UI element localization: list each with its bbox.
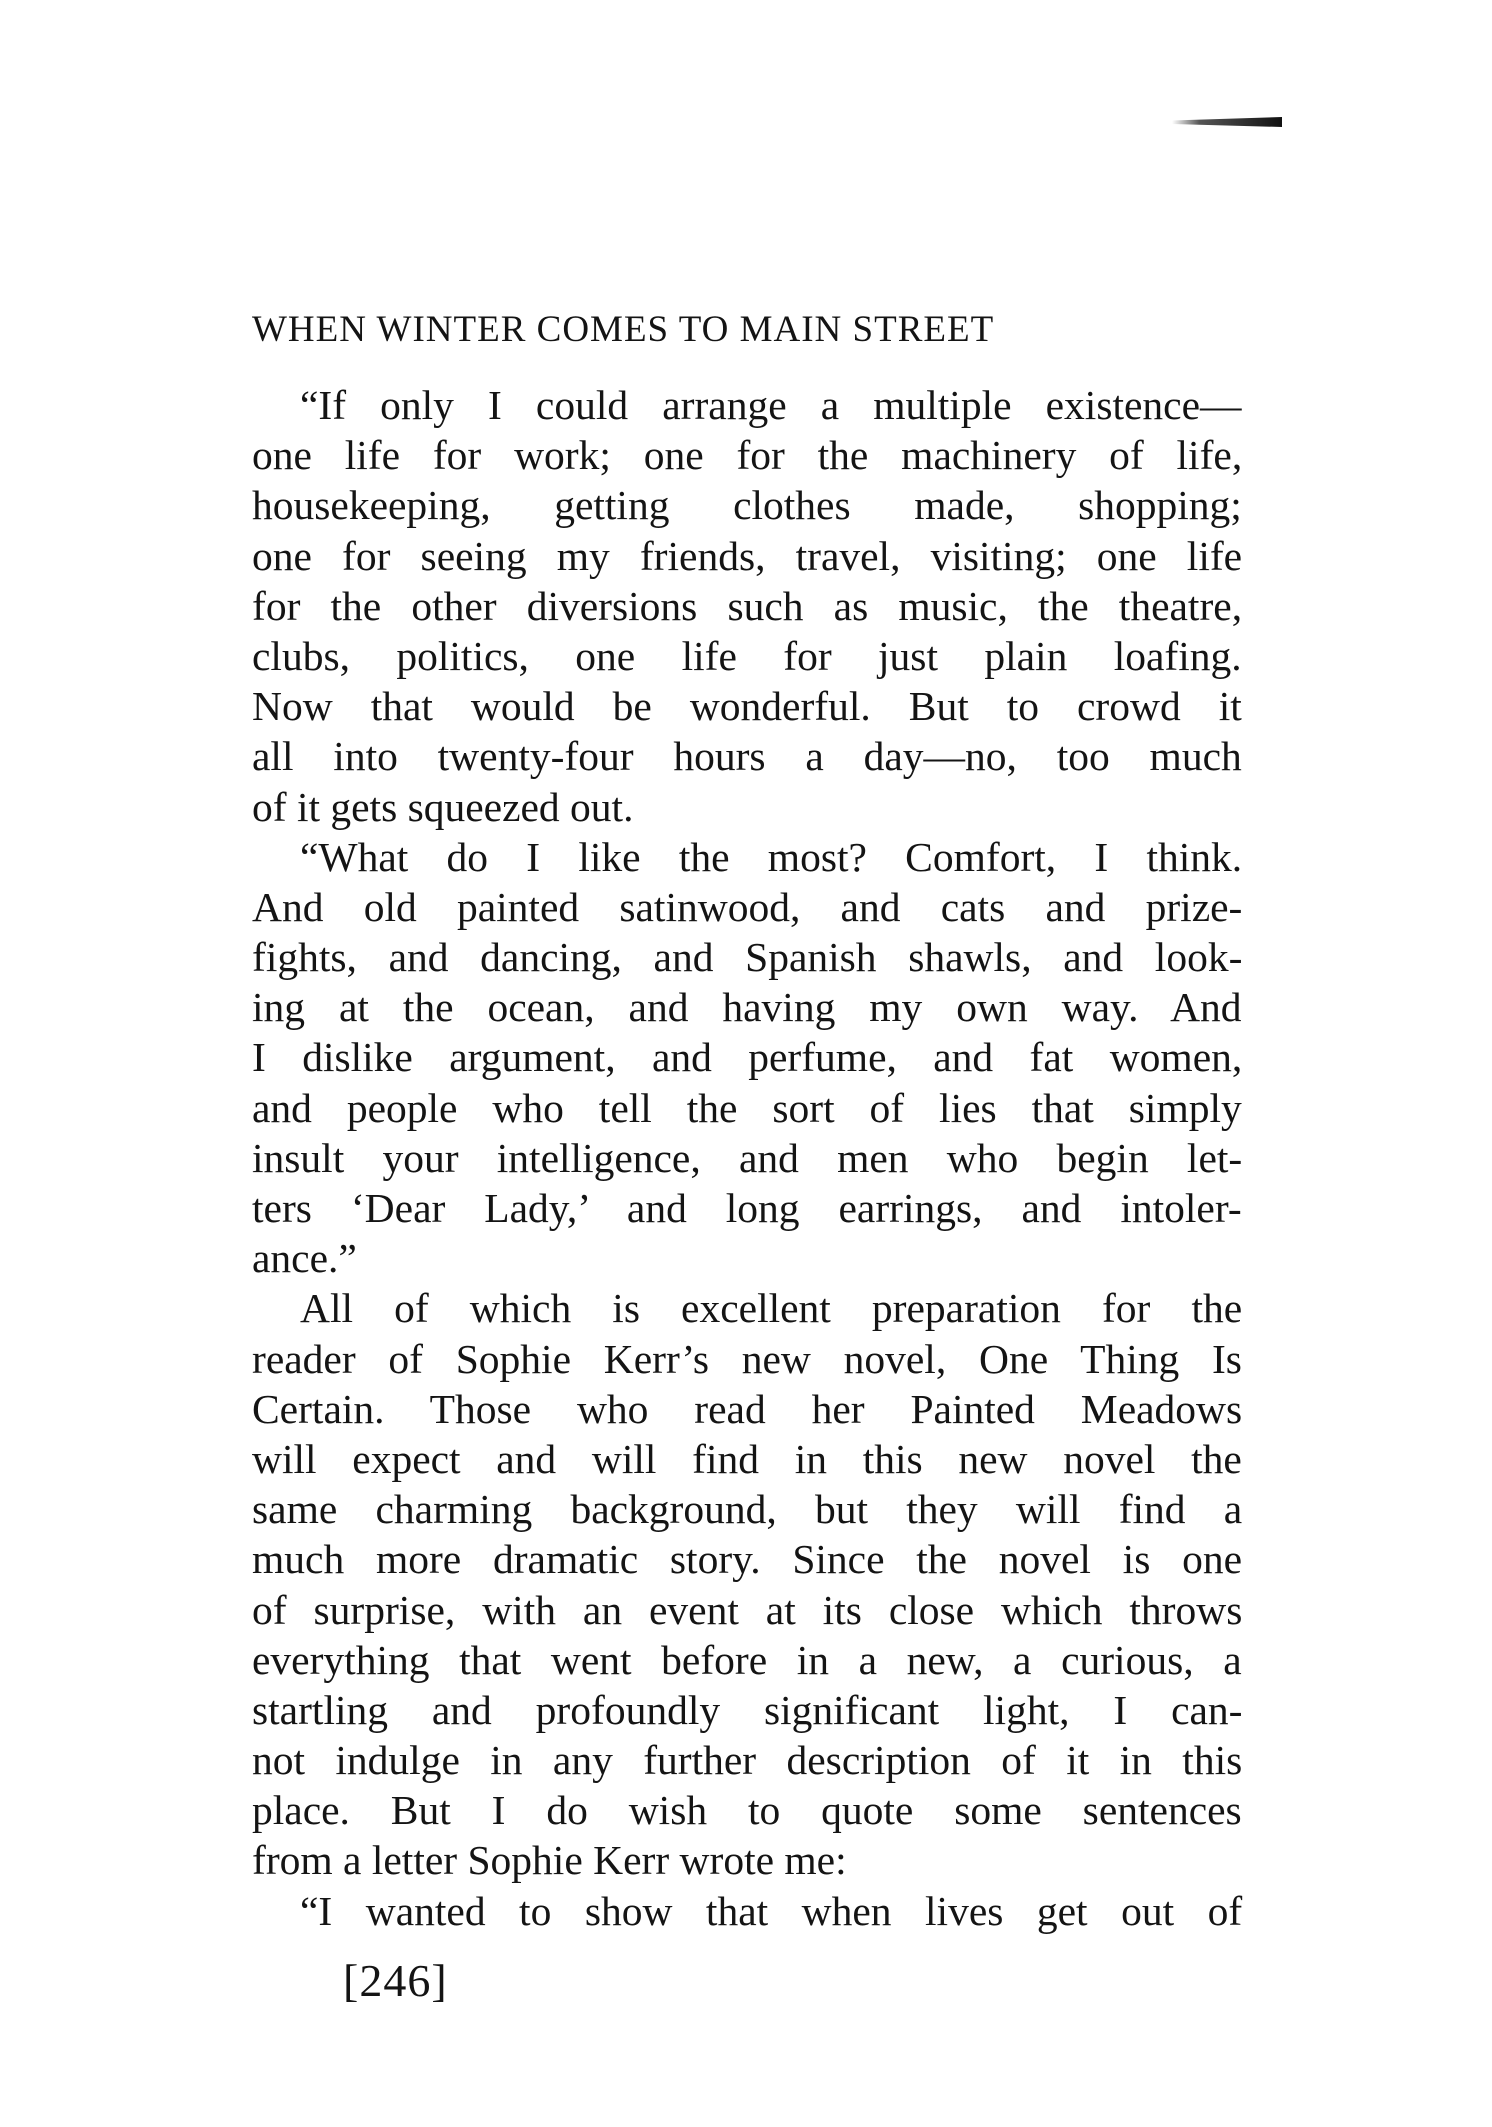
text-line: Now that would be wonderful. But to crowd it xyxy=(252,683,1242,730)
text-run: Those who read her xyxy=(384,1385,911,1432)
text-line: insult your intelligence, and men who begin let- xyxy=(252,1134,1243,1181)
text-line xyxy=(252,1384,1242,1434)
book-title-italic: Painted Meadows xyxy=(910,1385,1243,1432)
text-line: not indulge in any further description of it in this xyxy=(252,1737,1243,1784)
text-line xyxy=(252,1334,1242,1384)
text-line: I dislike argument, and perfume, and fat women, xyxy=(252,1034,1243,1081)
page-number: [246] xyxy=(343,1955,448,2006)
book-title-italic: One Thing Is xyxy=(978,1335,1242,1382)
text-line: same charming background, but they will find a xyxy=(252,1486,1243,1533)
scan-edge-mark xyxy=(1172,117,1282,127)
text-line: much more dramatic story. Since the novel is one xyxy=(252,1536,1243,1583)
text-line: And old painted satinwood, and cats and prize- xyxy=(252,883,1243,930)
text-line: all into twenty-four hours a day—no, too much xyxy=(252,733,1242,780)
text-line: from a letter Sophie Kerr wrote me: xyxy=(252,1837,847,1884)
text-line: and people who tell the sort of lies that simply xyxy=(252,1084,1242,1131)
running-head: WHEN WINTER COMES TO MAIN STREET xyxy=(252,309,995,350)
text-line: everything that went before in a new, a curious, a xyxy=(252,1636,1242,1683)
text-line: of surprise, with an event at its close which throws xyxy=(252,1586,1243,1633)
text-line: one life for work; one for the machinery of life, xyxy=(252,432,1243,479)
book-title-italic: Certain. xyxy=(252,1385,385,1432)
text-line: All of which is excellent preparation for the xyxy=(300,1285,1243,1332)
text-line: place. But I do wish to quote some sentences xyxy=(252,1787,1242,1834)
text-line: ance.” xyxy=(252,1235,357,1282)
text-line: clubs, politics, one life for just plain loafing. xyxy=(252,632,1242,679)
text-line: fights, and dancing, and Spanish shawls, and look- xyxy=(252,934,1243,981)
text-line: will expect and will find in this new novel the xyxy=(252,1435,1242,1482)
text-line: startling and profoundly significant light, I can- xyxy=(252,1686,1243,1733)
text-line: “I wanted to show that when lives get out of xyxy=(300,1887,1243,1934)
text-run: reader of Sophie Kerr’s new novel, xyxy=(252,1335,979,1382)
text-line: ing at the ocean, and having my own way. And xyxy=(252,984,1242,1031)
text-line: housekeeping, getting clothes made, shopping; xyxy=(252,482,1242,529)
body-text xyxy=(252,380,1242,1936)
text-line: ters ‘Dear Lady,’ and long earrings, and intoler- xyxy=(252,1185,1242,1231)
text-line: one for seeing my friends, travel, visiting; one life xyxy=(252,532,1243,579)
text-line: “If only I could arrange a multiple existence— xyxy=(300,382,1242,428)
text-line: “What do I like the most? Comfort, I think. xyxy=(300,833,1243,880)
text-line: of it gets squeezed out. xyxy=(252,783,634,830)
text-line: for the other diversions such as music, the theatre, xyxy=(252,582,1243,629)
